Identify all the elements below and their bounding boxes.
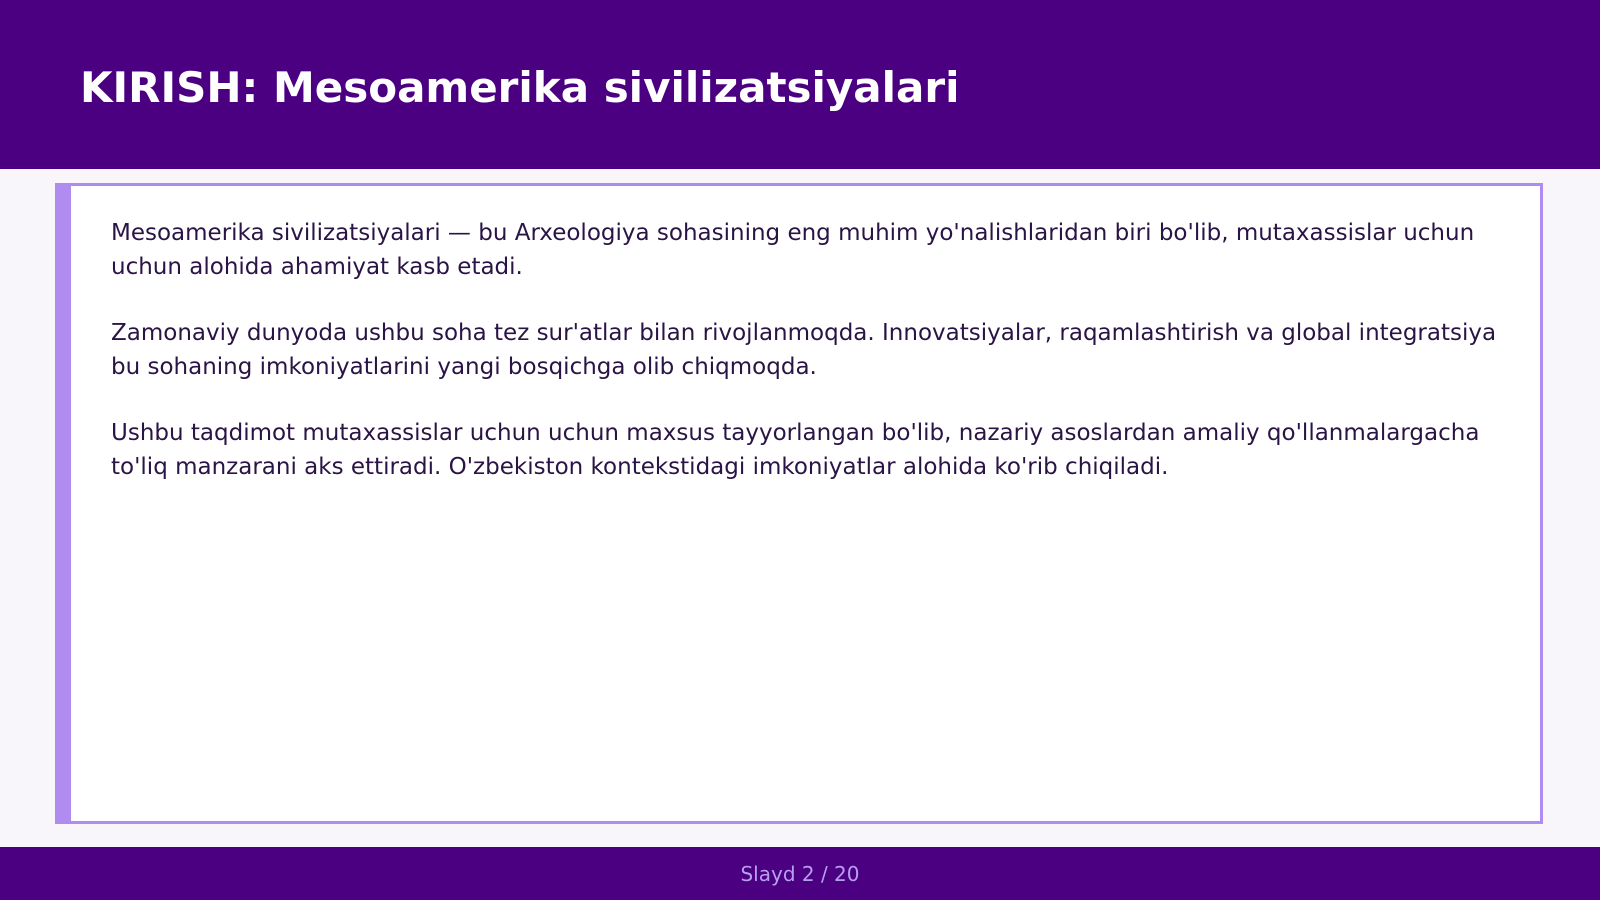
paragraph-modern-world: Zamonaviy dunyoda ushbu soha tez sur'atlar bilan rivojlanmoqda. Innovatsiyalar, raqamlashtirish va global integratsiya bu sohaning imkoniyatlarini yangi bosqichga olib chiqmoqda. bbox=[111, 320, 1497, 380]
paragraph-presentation-purpose: Ushbu taqdimot mutaxassislar uchun uchun maxsus tayyorlangan bo'lib, nazariy asoslardan amaliy qo'llanmalargacha to'liq manzarani aks ettiradi. O'zbekiston kontekstidagi imkoniyatlar alohida ko'rib chiqiladi. bbox=[111, 420, 1480, 480]
content-box bbox=[55, 183, 1543, 824]
slide-footer bbox=[0, 847, 1600, 900]
slide-counter: Slayd 2 / 20 bbox=[740, 862, 860, 886]
paragraph-intro: Mesoamerika sivilizatsiyalari — bu Arxeologiya sohasining eng muhim yo'nalishlaridan biri bo'lib, mutaxassislar uchun uchun alohida ahamiyat kasb etadi. bbox=[111, 220, 1475, 280]
slide-header bbox=[0, 0, 1600, 169]
slide-title: KIRISH: Mesoamerika sivilizatsiyalari bbox=[80, 63, 960, 112]
